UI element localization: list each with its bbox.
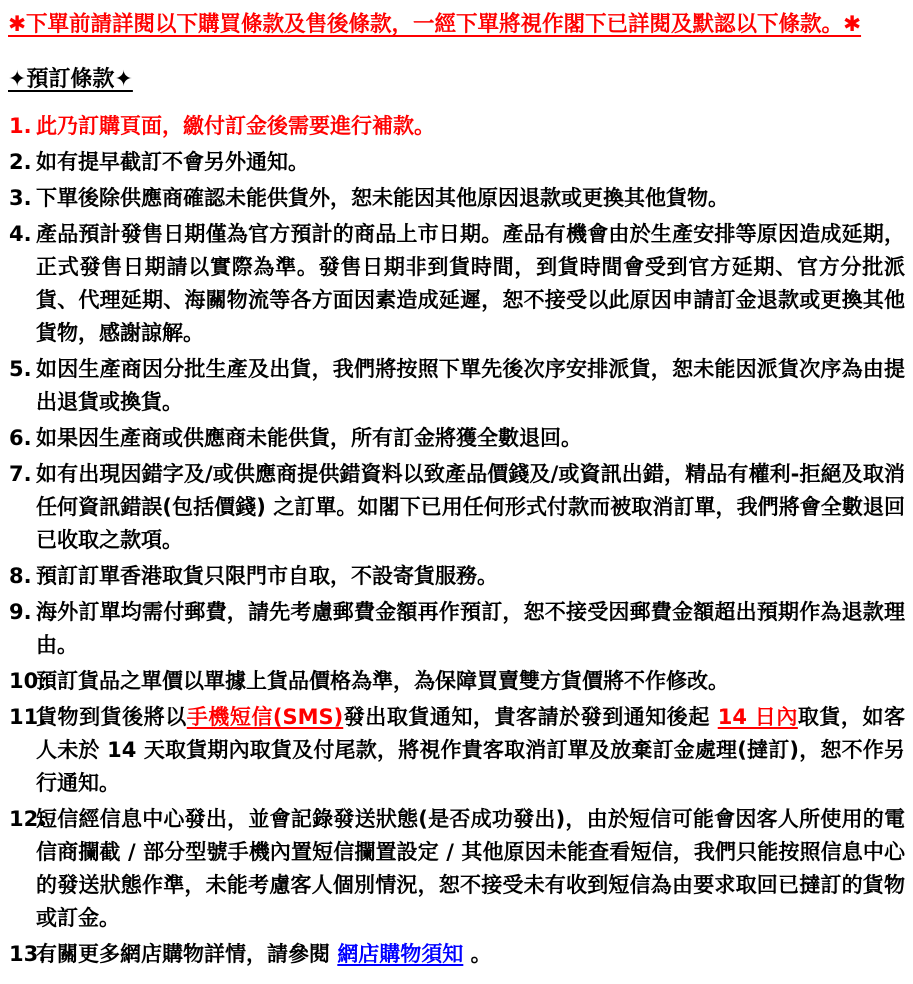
- term-number: 6.: [9, 426, 32, 450]
- term-number: 3.: [9, 186, 32, 210]
- term-text: 取貨，如客人未於 14 天取貨期內取貨及付尾款，將視作貴客取消訂單及放棄訂金處理(撻訂)，恕不作另行通知。: [36, 705, 905, 795]
- section-title-preorder-terms: ✦預訂條款✦: [8, 67, 133, 92]
- term-item: [8, 110, 905, 143]
- store-shopping-notice-link[interactable]: 網店購物須知: [337, 942, 464, 966]
- term-text: 有關更多網店購物詳情，請參閱: [36, 942, 338, 966]
- term-text: 如有提早截訂不會另外通知。: [36, 150, 309, 174]
- term-item: [8, 353, 905, 419]
- term-item: [8, 596, 905, 662]
- term-number: 13.: [9, 942, 47, 966]
- term-number: 10.: [9, 669, 47, 693]
- term-item: [8, 560, 905, 593]
- term-item: [8, 938, 905, 971]
- term-item: [8, 458, 905, 557]
- term-text: 如果因生產商或供應商未能供貨，所有訂金將獲全數退回。: [36, 426, 582, 450]
- term-item: [8, 422, 905, 455]
- term-text: 貨物到貨後將以: [36, 705, 187, 729]
- term-item: [8, 665, 905, 698]
- term-text: 預訂訂單香港取貨只限門市自取，不設寄貨服務。: [36, 564, 498, 588]
- term-text: 如因生產商因分批生產及出貨，我們將按照下單先後次序安排派貨，恕未能因派貨次序為由提出退貨或換貨。: [36, 357, 905, 414]
- term-text: 如有出現因錯字及/或供應商提供錯資料以致產品價錢及/或資訊出錯，精品有權利-拒絕及取消任何資訊錯誤(包括價錢) 之訂單。如閣下已用任何形式付款而被取消訂單，我們將會全數退回已收取之款項。: [36, 462, 905, 552]
- sms-pickup-notice-link[interactable]: 手機短信(SMS): [186, 705, 344, 729]
- terms-list: [8, 110, 905, 971]
- term-number: 5.: [9, 357, 32, 381]
- header-notice: ✱下單前請詳閱以下購買條款及售後條款，一經下單將視作閣下已詳閱及默認以下條款。✱: [8, 12, 862, 37]
- term-text: 下單後除供應商確認未能供貨外，恕未能因其他原因退款或更換其他貨物。: [36, 186, 729, 210]
- term-item: [8, 701, 905, 800]
- term-text: 產品預計發售日期僅為官方預計的商品上市日期。產品有機會由於生產安排等原因造成延期，正式發售日期請以實際為準。發售日期非到貨時間，到貨時間會受到官方延期、官方分批派貨、代理延期、海關物流等各方面因素造成延遲，恕不接受以此原因申請訂金退款或更換其他貨物，感謝諒解。: [36, 222, 905, 345]
- term-text: 預訂貨品之單價以單據上貨品價格為準，為保障買賣雙方貨價將不作修改。: [36, 669, 729, 693]
- term-text: 。: [463, 942, 492, 966]
- term-number: 1.: [9, 114, 32, 138]
- term-number: 4.: [9, 222, 32, 246]
- term-item: [8, 146, 905, 179]
- term-text: 發出取貨通知，貴客請於發到通知後起: [343, 705, 718, 729]
- term-number: 12.: [9, 807, 47, 831]
- term-text: 海外訂單均需付郵費，請先考慮郵費金額再作預訂，恕不接受因郵費金額超出預期作為退款理由。: [36, 600, 905, 657]
- term-number: 9.: [9, 600, 32, 624]
- term-item: [8, 182, 905, 215]
- term-number: 11.: [9, 705, 47, 729]
- term-item: [8, 218, 905, 350]
- term-number: 8.: [9, 564, 32, 588]
- term-number: 2.: [9, 150, 32, 174]
- term-text: 短信經信息中心發出，並會記錄發送狀態(是否成功發出)，由於短信可能會因客人所使用的電信商攔截 / 部分型號手機內置短信攔置設定 / 其他原因未能查看短信，我們只能按照信息中心的發送狀態作準，未能考慮客人個別情況，恕不接受未有收到短信為由要求取回已撻訂的貨物或訂金。: [36, 807, 905, 930]
- pickup-deadline-link[interactable]: 14 日內: [717, 705, 798, 729]
- term-text: 此乃訂購頁面，繳付訂金後需要進行補款。: [36, 114, 435, 138]
- term-number: 7.: [9, 462, 32, 486]
- term-item: [8, 803, 905, 935]
